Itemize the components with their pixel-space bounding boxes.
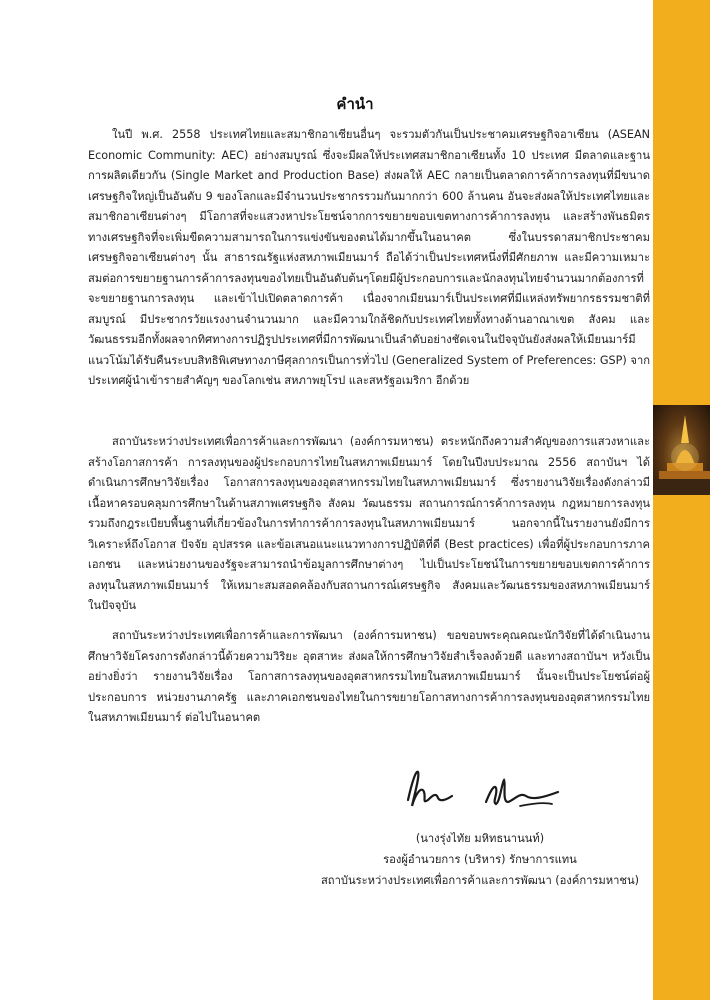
page-title: คำนำ xyxy=(336,95,374,113)
signatory-organization: สถาบันระหว่างประเทศเพื่อการค้าและการพัฒนา (องค์การมหาชน) xyxy=(320,874,640,887)
signature-block xyxy=(300,828,660,891)
signatory-name: (นางรุ่งไทัย มหิทธนานนท์) xyxy=(415,832,545,845)
paragraph-1: ในปี พ.ศ. 2558 ประเทศไทยและสมาชิกอาเซียนอื่นๆ จะรวมตัวกันเป็นประชาคมเศรษฐกิจอาเซียน (ASEAN Economic Community: AEC) อย่างสมบูรณ์ ซึ่งจะมีผลให้ประเทศสมาชิกอาเซียนทั้ง 10 ประเทศ มีตลาดและฐานการผลิตเดียวกัน (Single Market and Production Base) ส่งผลให้ AEC กลายเป็นตลาดการค้าการลงทุนที่มีขนาดเศรษฐกิจใหญ่เป็นอันดับ 9 ของโลกและมีจำนวนประชากรรวมกันมากกว่า 600 ล้านคน อันจะส่งผลให้ประเทศไทยและสมาชิกอาเซียนต่างๆ มีโอกาสที่จะแสวงหาประโยชน์จากการขยายขอบเขตทางการค้าการลงทุน และสร้างพันธมิตรทางเศรษฐกิจที่จะเพิ่มขีดความสามารถในการแข่งขันของตนได้มากขึ้นในอนาคต ซึ่งในบรรดาสมาชิกประชาคมเศรษฐกิจอาเซียนต่างๆ นั้น สาธารณรัฐแห่งสหภาพเมียนมาร์ ถือได้ว่าเป็นประเทศหนึ่งที่มีศักยภาพ และมีความเหมาะสมต่อการขยายฐานการค้าการลงทุนของไทยเป็นอันดับต้นๆโดยมีผู้ประกอบการและนักลงทุนไทยจำนวนมากต้องการที่จะขยายฐานการลงทุน และเข้าไปเปิดตลาดการค้า เนื่องจากเมียนมาร์เป็นประเทศที่มีแหล่งทรัพยากรธรรมชาติที่สมบูรณ์ มีประชากรวัยแรงงานจำนวนมาก และมีความใกล้ชิดกับประเทศไทยทั้งทางด้านอาณาเขต สังคม และวัฒนธรรมอีกทั้งผลจากทิศทางการปฏิรูปประเทศที่มีการพัฒนาเป็นลำดับอย่างชัดเจนในปัจจุบันยังส่งผลให้เมียนมาร์มีแนวโน้มได้รับคืนระบบสิทธิพิเศษทางภาษีศุลกากรเป็นการทั่วไป (Generalized System of Preferences: GSP) จากประเทศผู้นำเข้ารายสำคัญๆ ของโลกเช่น สหภาพยุโรป และสหรัฐอเมริกา อีกด้วย xyxy=(88,128,650,387)
signatory-position: รองผู้อำนวยการ (บริหาร) รักษาการแทน xyxy=(383,853,577,866)
pagoda-photo xyxy=(653,405,710,495)
paragraph-2: สถาบันระหว่างประเทศเพื่อการค้าและการพัฒนา (องค์การมหาชน) ตระหนักถึงความสำคัญของการแสวงหาและสร้างโอกาสการค้า การลงทุนของผู้ประกอบการไทยในสหภาพเมียนมาร์ โดยในปีงบประมาณ 2556 สถาบันฯ ได้ดำเนินการศึกษาวิจัยเรื่อง โอกาสการลงทุนของอุตสาหกรรมไทยในสหภาพเมียนมาร์ ซึ่งรายงานวิจัยเรื่องดังกล่าวมีเนื้อหาครอบคลุมการศึกษาในด้านสภาพเศรษฐกิจ สังคม วัฒนธรรม สถานการณ์การค้าการลงทุน กฎหมายการลงทุน รวมถึงกฎระเบียบพื้นฐานที่เกี่ยวข้องในการทำการค้าการลงทุนในสหภาพเมียนมาร์ นอกจากนี้ในรายงานยังมีการวิเคราะห์ถึงโอกาส ปัจจัย อุปสรรค และข้อเสนอแนะแนวทางการปฏิบัติที่ดี (Best practices) เพื่อที่ผู้ประกอบการภาคเอกชน และหน่วยงานของรัฐจะสามารถนำข้อมูลการศึกษาต่างๆ ไปเป็นประโยชน์ในการขยายขอบเขตการค้าการลงทุนในสหภาพเมียนมาร์ ให้เหมาะสมสอดคล้องกับสถานการณ์เศรษฐกิจ สังคมและวัฒนธรรมของสหภาพเมียนมาร์ ในปัจจุบัน xyxy=(88,435,650,612)
side-accent-bar xyxy=(653,0,710,1000)
paragraph-3: สถาบันระหว่างประเทศเพื่อการค้าและการพัฒนา (องค์การมหาชน) ขอขอบพระคุณคณะนักวิจัยที่ได้ดำเนินงานศึกษาวิจัยโครงการดังกล่าวนี้ด้วยความวิริยะ อุตสาหะ ส่งผลให้การศึกษาวิจัยสำเร็จลงด้วยดี และทางสถาบันฯ หวังเป็นอย่างยิ่งว่า รายงานวิจัยเรื่อง โอกาสการลงทุนของอุตสาหกรรมไทยในสหภาพเมียนมาร์ นั้นจะเป็นประโยชน์ต่อผู้ประกอบการ หน่วยงานภาครัฐ และภาคเอกชนของไทยในการขยายโอกาสทางการค้าการลงทุนของอุตสาหกรรมไทยในสหภาพเมียนมาร์ ต่อไปในอนาคต xyxy=(88,629,650,724)
signature xyxy=(402,762,572,826)
